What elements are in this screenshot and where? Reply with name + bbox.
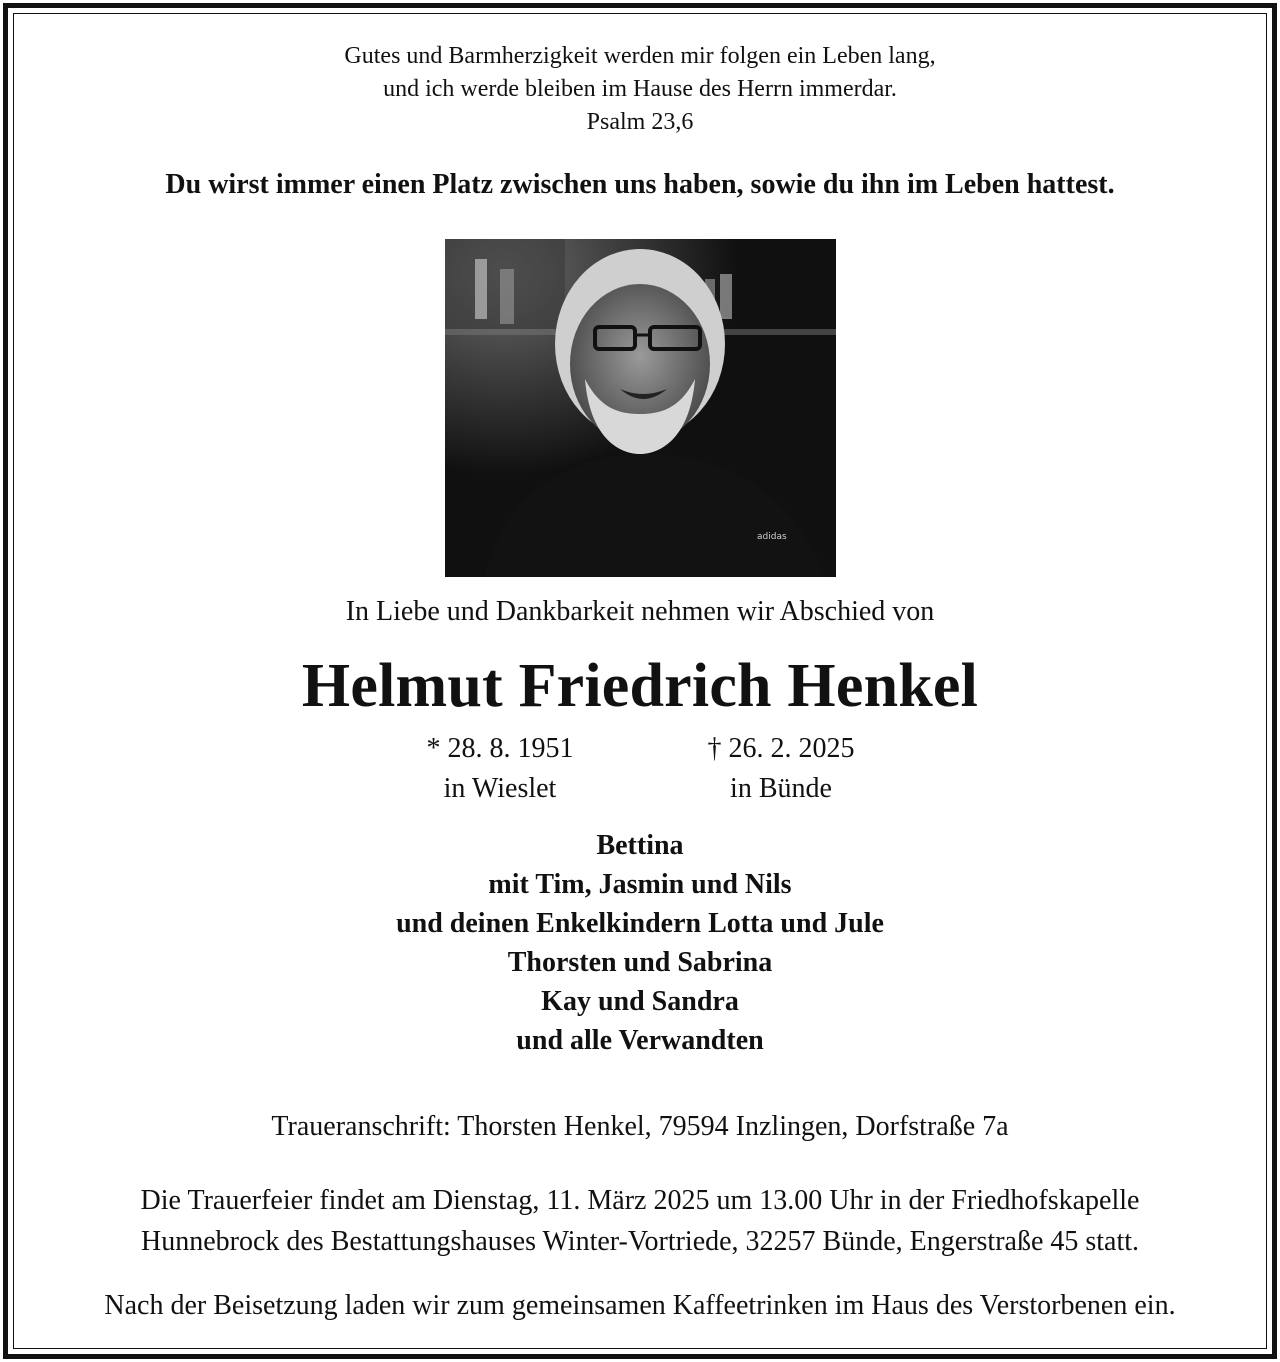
- family-line-5: Kay und Sandra: [541, 986, 739, 1017]
- mourning-address: Traueranschrift: Thorsten Henkel, 79594 Inzlingen, Dorfstraße 7a: [271, 1111, 1009, 1142]
- deceased-name: Helmut Friedrich Henkel: [301, 652, 979, 720]
- family-line-1: Bettina: [596, 830, 684, 861]
- motto: Du wirst immer einen Platz zwischen uns haben, sowie du ihn im Leben hattest.: [165, 169, 1115, 200]
- birth-place: in Wieslet: [443, 773, 557, 804]
- invitation-text: Nach der Beisetzung laden wir zum gemeinsamen Kaffeetrinken im Haus des Verstorbenen ein.: [104, 1290, 1176, 1321]
- birth-date: * 28. 8. 1951: [426, 733, 574, 764]
- verse-line-1: Gutes und Barmherzigkeit werden mir folgen ein Leben lang,: [344, 43, 936, 69]
- death-date: † 26. 2. 2025: [707, 733, 855, 764]
- family-line-3: und deinen Enkelkindern Lotta und Jule: [396, 908, 884, 939]
- shirt-logo: adidas: [757, 532, 787, 542]
- ceremony-line-1: Die Trauerfeier findet am Dienstag, 11. März 2025 um 13.00 Uhr in der Friedhofskapelle: [140, 1185, 1140, 1216]
- verse-line-2: und ich werde bleiben im Hause des Herrn immerdar.: [383, 76, 897, 102]
- ceremony-line-2: Hunnebrock des Bestattungshauses Winter-Vortriede, 32257 Bünde, Engerstraße 45 statt.: [140, 1226, 1140, 1257]
- intro-text: In Liebe und Dankbarkeit nehmen wir Abschied von: [345, 596, 935, 627]
- verse-reference: Psalm 23,6: [586, 109, 694, 135]
- portrait-photo: [445, 239, 836, 577]
- death-place: in Bünde: [730, 773, 832, 804]
- family-line-6: und alle Verwandten: [516, 1025, 764, 1056]
- family-line-2: mit Tim, Jasmin und Nils: [488, 869, 792, 900]
- family-line-4: Thorsten und Sabrina: [507, 947, 773, 978]
